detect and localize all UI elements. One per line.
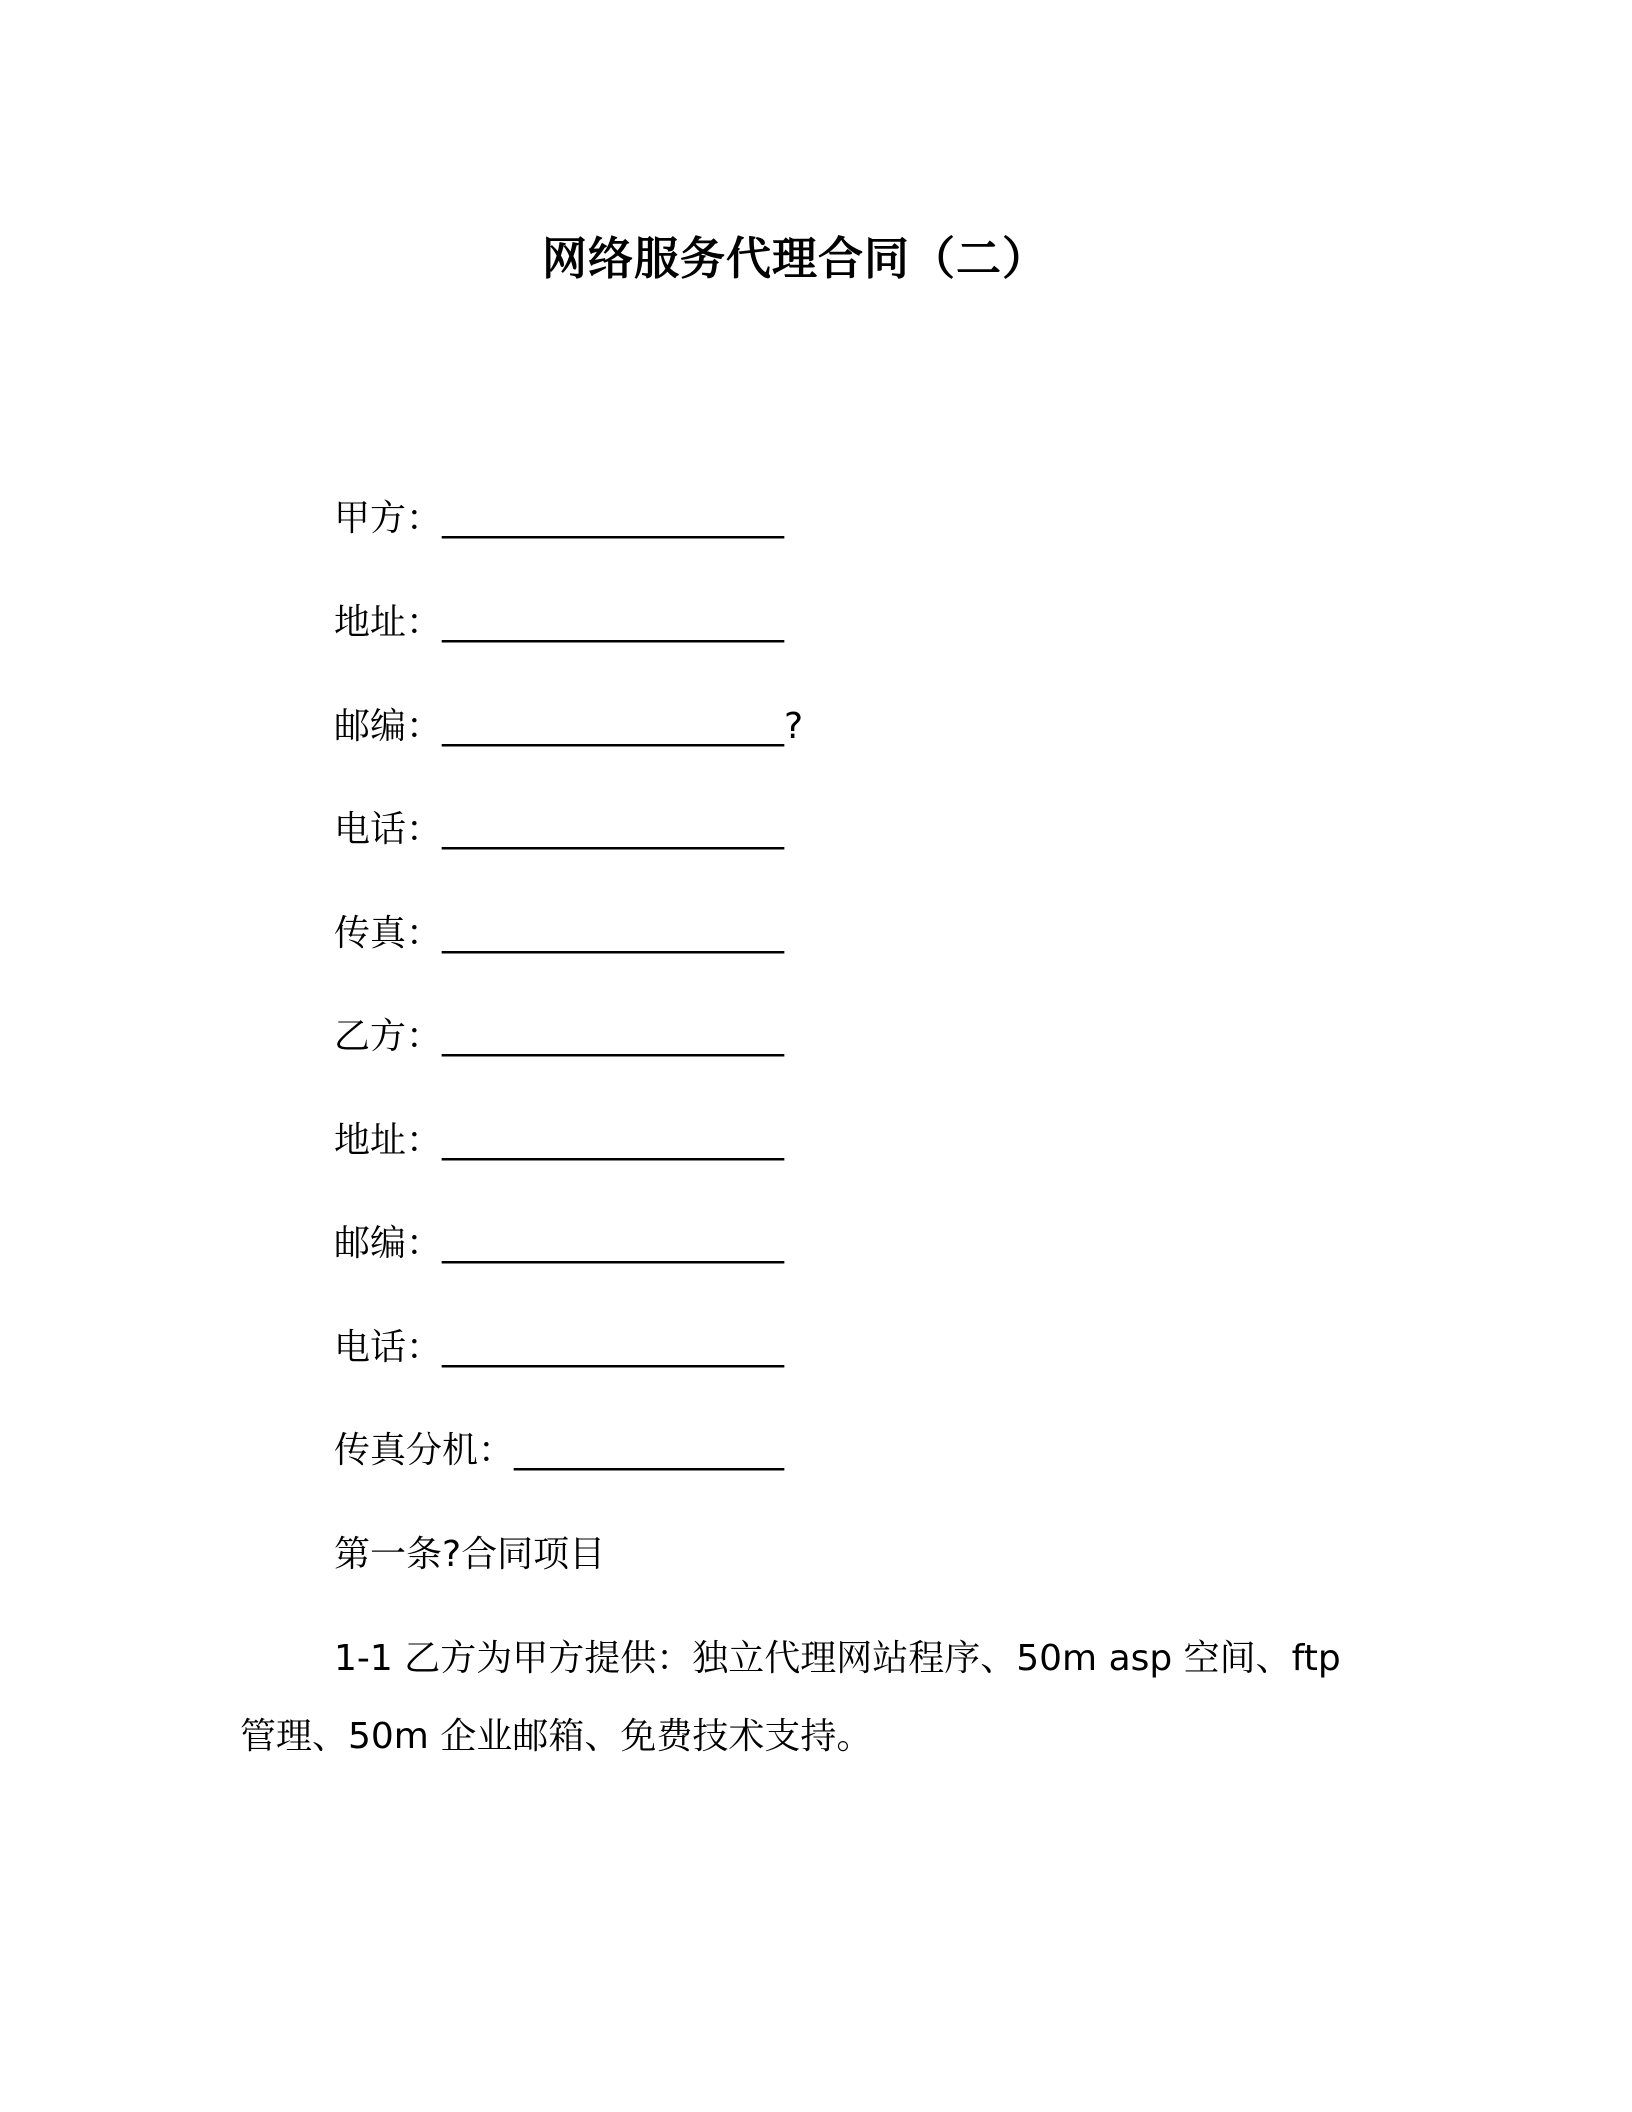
party-b-name-line: 乙方：___________________ — [334, 1016, 785, 1057]
party-a-fax-line: 传真：___________________ — [334, 913, 785, 954]
page-title: 网络服务代理合同（二） — [541, 232, 1048, 285]
party-b-address-line: 地址：___________________ — [334, 1120, 785, 1161]
article-1-heading: 第一条?合同项目 — [334, 1534, 606, 1575]
party-b-postcode-line: 邮编：___________________ — [334, 1223, 785, 1264]
clause-1-1-line2: 管理、50m 企业邮箱、免费技术支持。 — [240, 1716, 873, 1757]
party-b-phone-line: 电话：___________________ — [334, 1327, 785, 1368]
party-a-name-line: 甲方：___________________ — [334, 498, 785, 539]
clause-1-1-line1: 1-1 乙方为甲方提供：独立代理网站程序、50m asp 空间、ftp — [334, 1638, 1341, 1679]
party-a-postcode-line: 邮编：___________________? — [334, 706, 804, 747]
party-a-address-line: 地址：___________________ — [334, 602, 785, 643]
party-b-fax-ext-line: 传真分机：_______________ — [334, 1430, 785, 1471]
party-a-phone-line: 电话：___________________ — [334, 809, 785, 850]
